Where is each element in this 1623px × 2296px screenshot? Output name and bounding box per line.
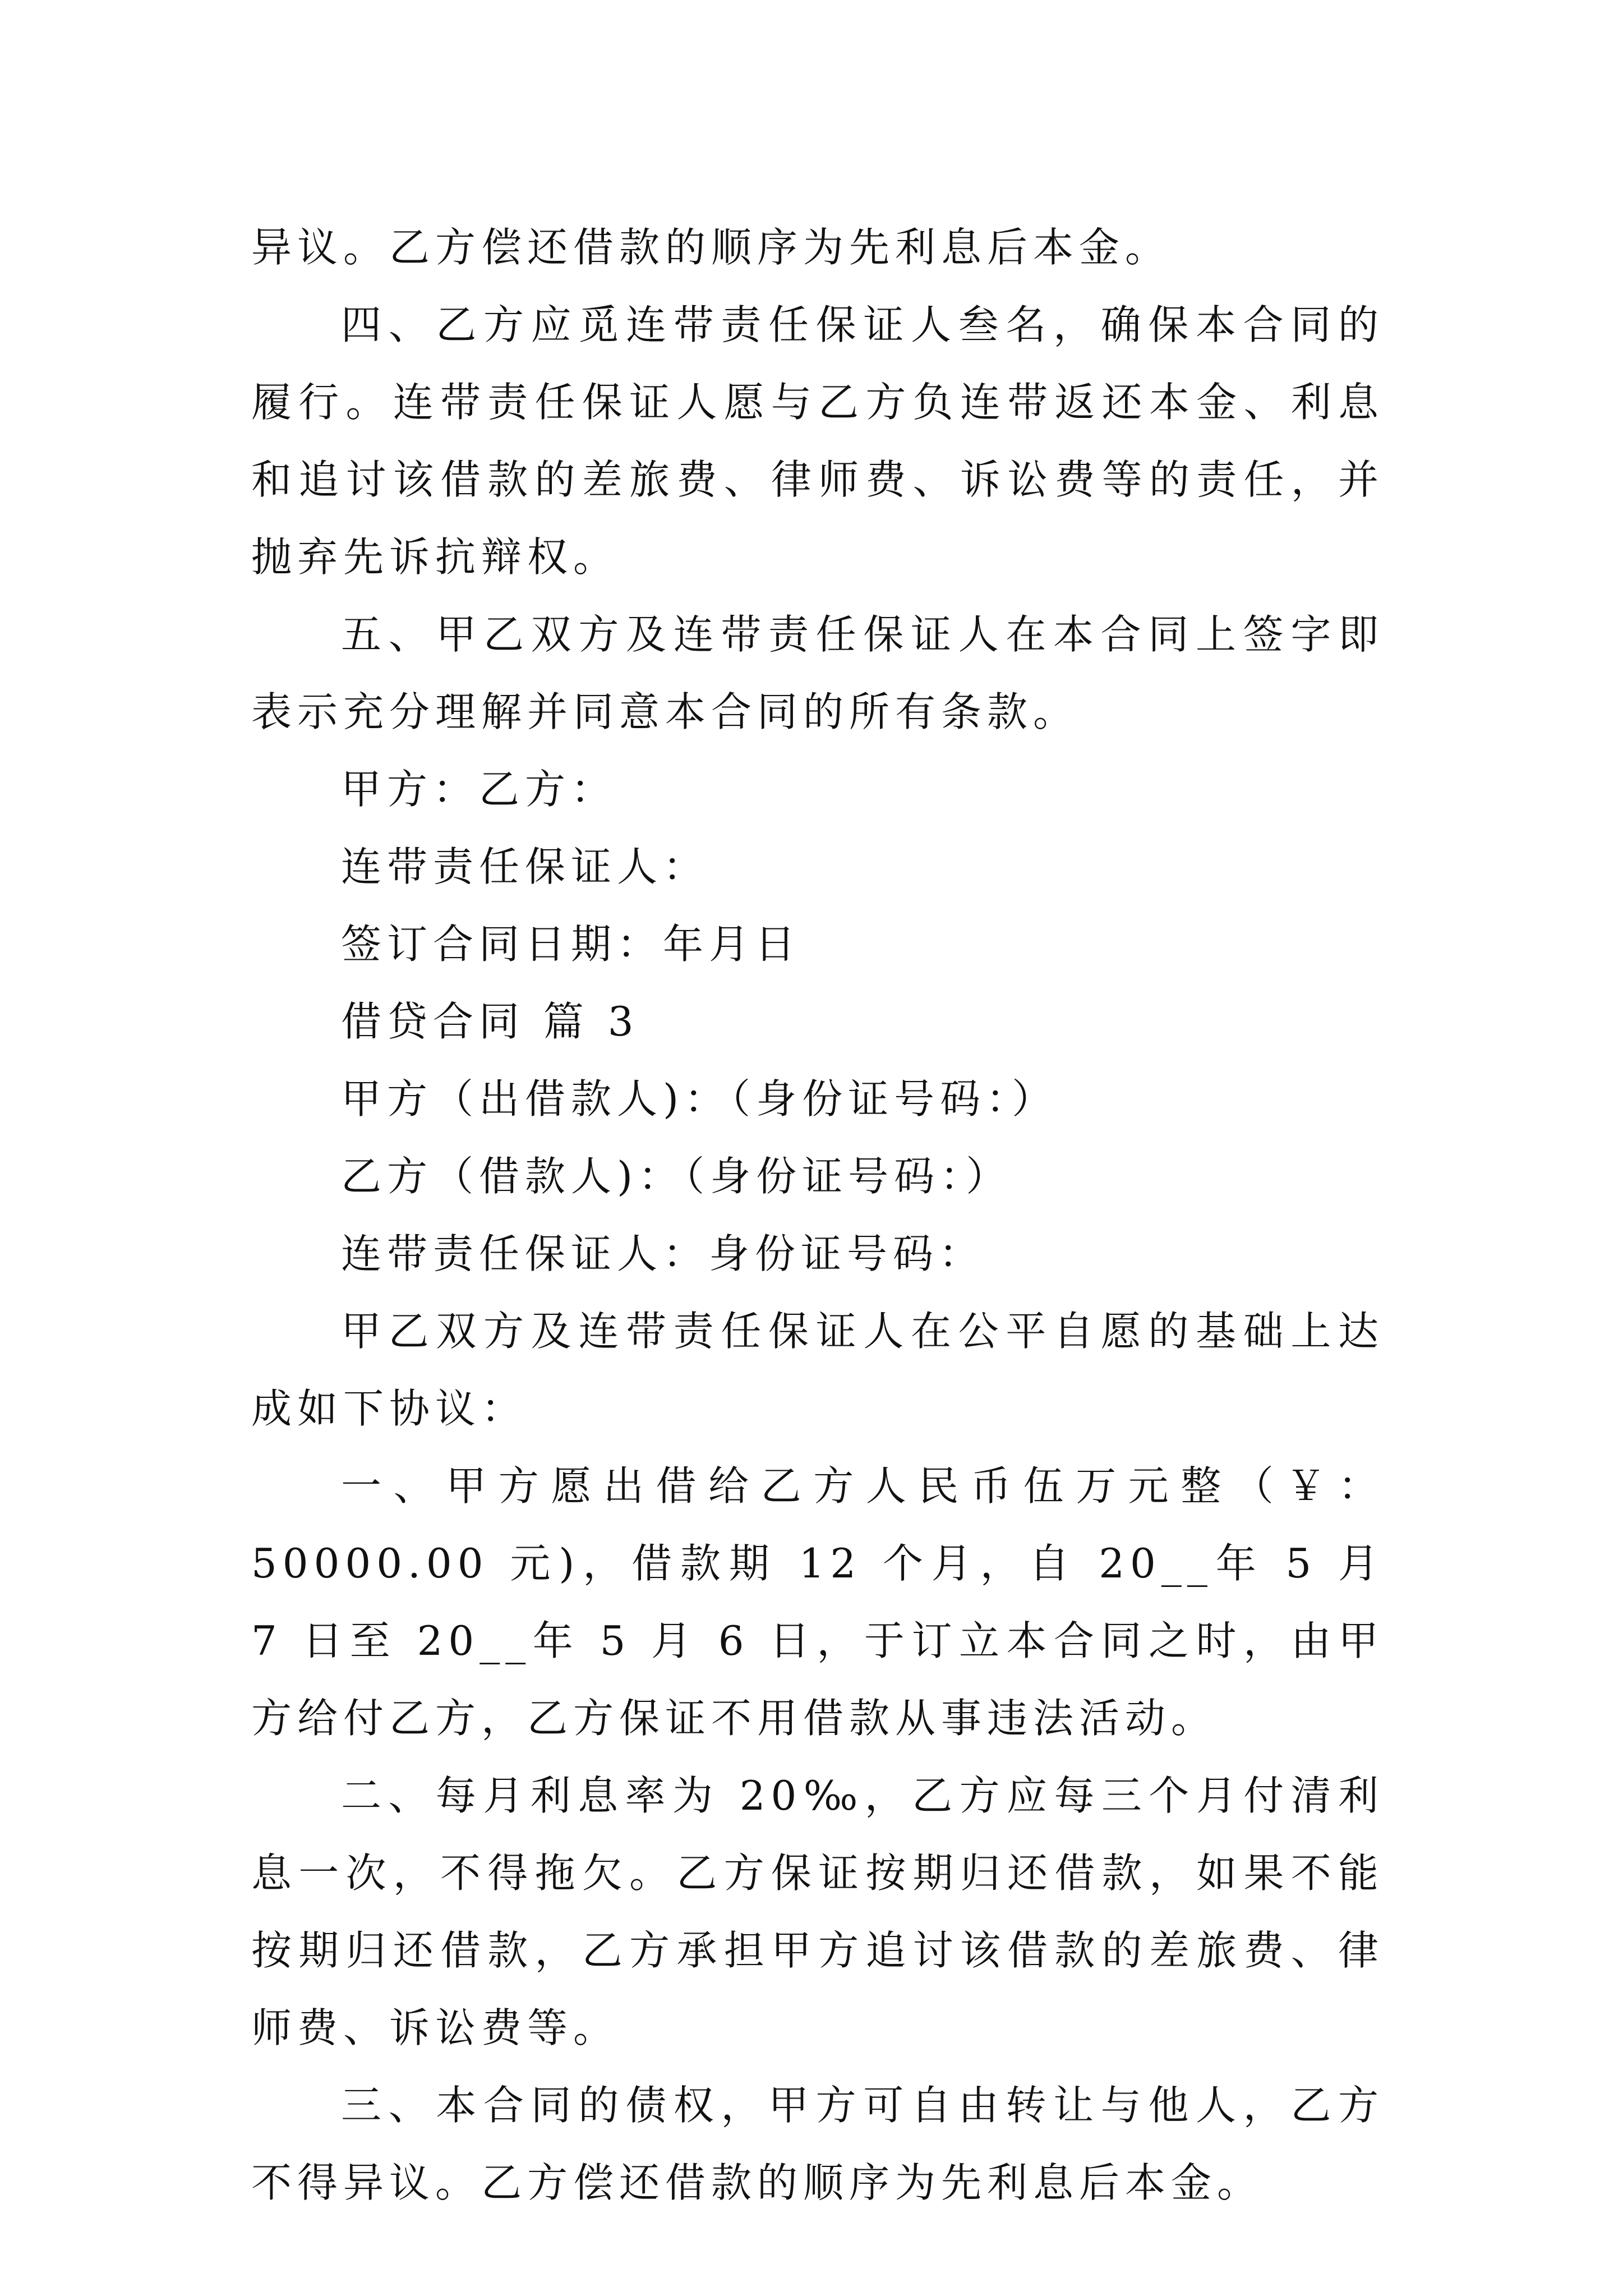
party-b-line: 乙方（借款人)：（身份证号码：）	[341, 1153, 1012, 1200]
section-heading: 借贷合同 篇 3	[341, 998, 639, 1045]
signing-date: 签订合同日期：年月日	[341, 921, 801, 968]
party-a-line: 甲方（出借款人)：（身份证号码：）	[341, 1075, 1058, 1122]
guarantor-line: 连带责任保证人：身份证号码：	[341, 1230, 985, 1277]
agreement-intro: 甲乙双方及连带责任保证人在公平自愿的基础上达成如下协议：	[251, 1308, 1384, 1432]
document-body	[251, 209, 1384, 2221]
signature-parties: 甲方：乙方：	[341, 766, 617, 813]
clause-one: 一、甲方愿出借给乙方人民币伍万元整（￥：50000.00 元)，借款期 12 个月，自 20__年 5 月 7 日至 20__年 5 月 6 日，于订立本合同之时，由甲方给付乙方，乙方保证不用借款从事违法活动。	[251, 1462, 1384, 1742]
clause-two: 二、每月利息率为 20‰，乙方应每三个月付清利息一次，不得拖欠。乙方保证按期归还借款，如果不能按期归还借款，乙方承担甲方追讨该借款的差旅费、律师费、诉讼费等。	[251, 1772, 1384, 2051]
clause-four: 四、乙方应觅连带责任保证人叁名，确保本合同的履行。连带责任保证人愿与乙方负连带返还本金、利息和追讨该借款的差旅费、律师费、诉讼费等的责任，并抛弃先诉抗辩权。	[251, 301, 1384, 581]
clause-three: 三、本合同的债权，甲方可自由转让与他人，乙方不得异议。乙方偿还借款的顺序为先利息后本金。	[251, 2082, 1384, 2206]
clause-five: 五、甲乙双方及连带责任保证人在本合同上签字即表示充分理解并同意本合同的所有条款。	[251, 611, 1384, 735]
signature-guarantor: 连带责任保证人：	[341, 843, 709, 890]
paragraph-continuation: 异议。乙方偿还借款的顺序为先利息后本金。	[251, 224, 1172, 271]
